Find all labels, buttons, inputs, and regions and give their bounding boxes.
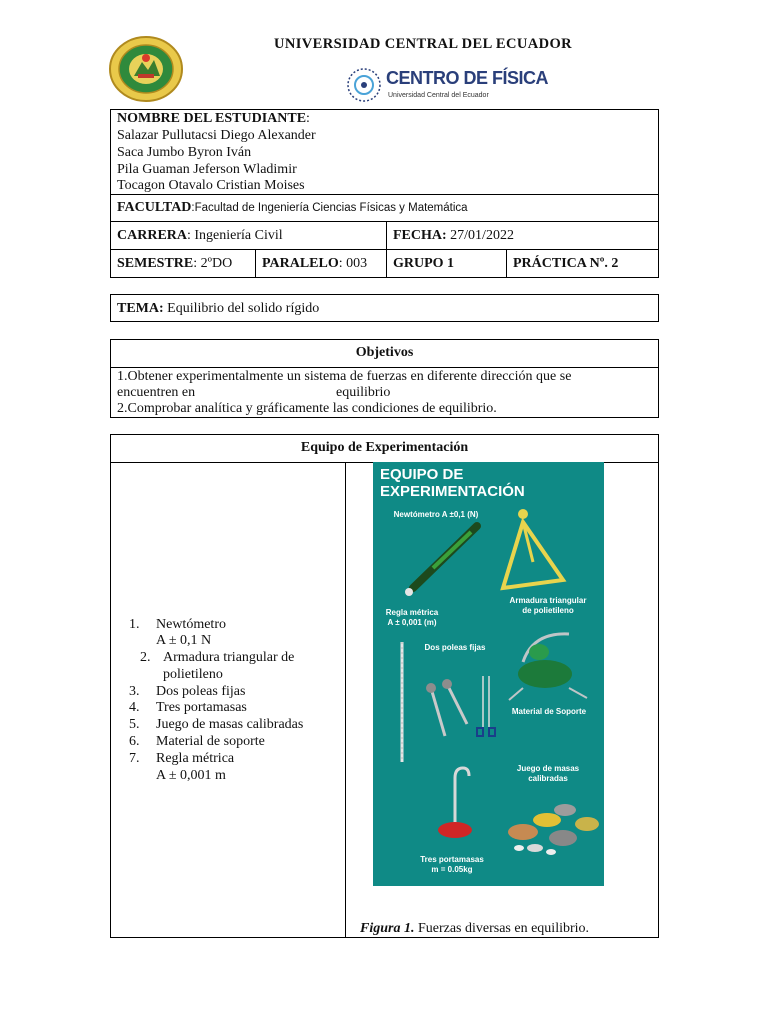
- date-value: 27/01/2022: [446, 228, 514, 243]
- parallel-value: : 003: [338, 256, 368, 271]
- figure-caption-text: Fuerzas diversas en equilibrio.: [414, 921, 590, 936]
- student-name-2: Saca Jumbo Byron Iván: [117, 145, 252, 160]
- equipment-item-3-num: 3.: [129, 684, 140, 699]
- parallel-row: [262, 256, 367, 272]
- equipment-item-1-num: 1.: [129, 617, 140, 632]
- masses-illustration: [508, 804, 599, 855]
- student-label-row: [117, 111, 310, 127]
- equipment-item-4-num: 4.: [129, 700, 140, 715]
- objective-2: 2.Comprobar analítica y gráficamente las condiciones de equilibrio.: [117, 401, 497, 416]
- semester-label: SEMESTRE: [117, 256, 194, 271]
- figure-label-masses-2: calibradas: [528, 774, 568, 783]
- equipment-item-1-sub: A ± 0,1 N: [156, 633, 212, 648]
- equipment-item-2-text: Armadura triangular de: [163, 650, 295, 665]
- figure-heading-1: EQUIPO DE: [380, 466, 464, 483]
- figure-label-masses-1: Juego de masas: [516, 764, 580, 773]
- date-row: [393, 228, 514, 244]
- truss-illustration: [503, 509, 563, 588]
- newtometer-illustration: [405, 526, 477, 596]
- topic-row: [117, 301, 319, 317]
- career-label: CARRERA: [117, 228, 187, 243]
- date-label: FECHA:: [393, 228, 447, 243]
- figure-label-holders-2: m = 0.05kg: [431, 865, 473, 874]
- figure-heading-2: EXPERIMENTACIÓN: [380, 483, 525, 500]
- group-label: GRUPO 1: [393, 256, 455, 271]
- objective-1-line2b: equilibrio: [336, 385, 391, 400]
- student-name-4: Tocagon Otavalo Cristian Moises: [117, 178, 305, 193]
- equipment-item-6-text: Material de soporte: [156, 734, 265, 749]
- figure-label-ruler-1: Regla métrica: [385, 608, 439, 617]
- equipment-item-5-num: 5.: [129, 717, 140, 732]
- figure-label-newtometer: Newtómetro A ±0,1 (N): [393, 510, 479, 519]
- career-row: [117, 228, 283, 244]
- equipment-item-3-text: Dos poleas fijas: [156, 684, 246, 699]
- university-title: UNIVERSIDAD CENTRAL DEL ECUADOR: [273, 36, 573, 52]
- objective-1-line1: 1.Obtener experimentalmente un sistema de fuerzas en diferente dirección que se: [117, 369, 572, 384]
- centro-fisica-title: CENTRO DE FÍSICA: [386, 68, 549, 88]
- pulleys-illustration: [426, 676, 495, 736]
- centro-fisica-logo: [344, 66, 549, 106]
- faculty-label: FACULTAD: [117, 200, 192, 215]
- centro-fisica-subtitle: Universidad Central del Ecuador: [388, 92, 489, 99]
- figure-caption: [360, 921, 589, 937]
- figure-label-pulleys: Dos poleas fijas: [424, 643, 486, 652]
- equipment-figure: [373, 462, 604, 886]
- equipment-item-4-text: Tres portamasas: [156, 700, 247, 715]
- student-label: NOMBRE DEL ESTUDIANTE: [117, 111, 307, 126]
- equipment-item-5-text: Juego de masas calibradas: [156, 717, 304, 732]
- figure-label-truss-1: Armadura triangular: [509, 596, 587, 605]
- objective-1-line2a: encuentren en: [117, 385, 196, 400]
- figure-label-holders-1: Tres portamasas: [420, 855, 484, 864]
- equipment-title: Equipo de Experimentación: [300, 440, 469, 455]
- figure-caption-label: Figura 1.: [360, 921, 415, 936]
- figure-label-truss-2: de polietileno: [522, 606, 574, 615]
- student-name-3: Pila Guaman Jeferson Wladimir: [117, 162, 297, 177]
- equipment-item-2-sub: polietileno: [163, 667, 223, 682]
- parallel-label: PARALELO: [262, 256, 339, 271]
- career-value: : Ingeniería Civil: [187, 228, 283, 243]
- objectives-title: Objetivos: [355, 345, 414, 360]
- figure-label-ruler-2: A ± 0,001 (m): [387, 618, 437, 627]
- figure-label-support: Material de Soporte: [511, 707, 587, 716]
- equipment-item-7-num: 7.: [129, 751, 140, 766]
- student-name-1: Salazar Pullutacsi Diego Alexander: [117, 128, 316, 143]
- student-label-colon: :: [306, 111, 310, 126]
- semester-value: : 2ºDO: [193, 256, 233, 271]
- topic-label: TEMA:: [117, 301, 164, 316]
- equipment-item-7-sub: A ± 0,001 m: [156, 768, 226, 783]
- equipment-item-7-text: Regla métrica: [156, 751, 235, 766]
- equipment-item-6-num: 6.: [129, 734, 140, 749]
- equipment-item-2-num: 2.: [140, 650, 151, 665]
- support-illustration: [509, 634, 587, 700]
- faculty-row: [117, 200, 468, 216]
- practice-label: PRÁCTICA Nº. 2: [513, 256, 619, 271]
- topic-value: Equilibrio del solido rígido: [163, 301, 320, 316]
- semester-row: [117, 256, 232, 272]
- mass-holder-illustration: [438, 768, 472, 838]
- faculty-value: :Facultad de Ingeniería Ciencias Físicas y Matemática: [191, 202, 468, 214]
- equipment-item-1-text: Newtómetro: [156, 617, 226, 632]
